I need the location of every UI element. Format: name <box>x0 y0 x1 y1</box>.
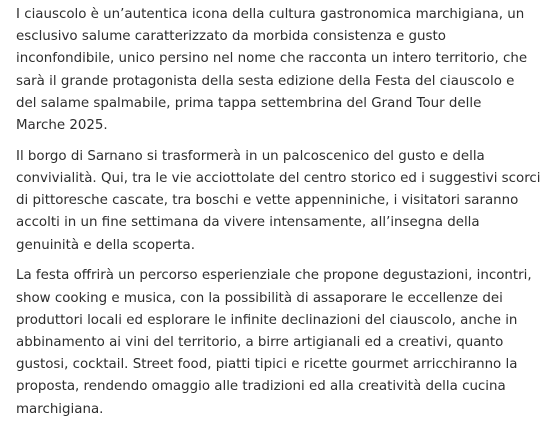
text-line: produttori locali ed esplorare le infinite declinazioni del ciauscolo, anche in <box>16 312 518 328</box>
text-line: show cooking e musica, con la possibilità di assaporare le eccellenze dei <box>16 290 503 306</box>
text-line: marchigiana. <box>16 401 104 417</box>
text-line: accolti in un fine settimana da vivere intensamente, all’insegna della <box>16 215 480 231</box>
text-line: convivialità. Qui, tra le vie acciottolate del centro storico ed i suggestivi scorci <box>16 171 541 187</box>
text-line: del salame spalmabile, prima tappa settembrina del Grand Tour delle <box>16 95 482 111</box>
text-line: di pittoresche cascate, tra boschi e vette appenniniche, i visitatori saranno <box>16 193 519 209</box>
text-line: genuinità e della scoperta. <box>16 237 195 253</box>
text-line: gustosi, cocktail. Street food, piatti tipici e ricette gourmet arricchiranno la <box>16 357 518 373</box>
text-line: I ciauscolo è un’autentica icona della cultura gastronomica marchigiana, un <box>16 7 525 22</box>
text-line: inconfondibile, unico persino nel nome che racconta un intero territorio, che <box>16 51 528 67</box>
paragraph-intro <box>16 4 546 137</box>
text-line: Marche 2025. <box>16 118 108 134</box>
text-line: sarà il grande protagonista della sesta edizione della Festa del ciauscolo e <box>16 73 515 89</box>
text-line: abbinamento ai vini del territorio, a birre artigianali ed a creativi, quanto <box>16 335 504 351</box>
article-body <box>16 4 546 429</box>
text-line: La festa offrirà un percorso esperienziale che propone degustazioni, incontri, <box>16 268 532 284</box>
text-line: esclusivo salume caratterizzato da morbida consistenza e gusto <box>16 29 446 45</box>
paragraph-sarnano <box>16 146 546 257</box>
text-line: Il borgo di Sarnano si trasformerà in un palcoscenico del gusto e della <box>16 148 485 164</box>
paragraph-festa <box>16 265 546 420</box>
text-line: proposta, rendendo omaggio alle tradizioni ed alla creatività della cucina <box>16 379 506 395</box>
